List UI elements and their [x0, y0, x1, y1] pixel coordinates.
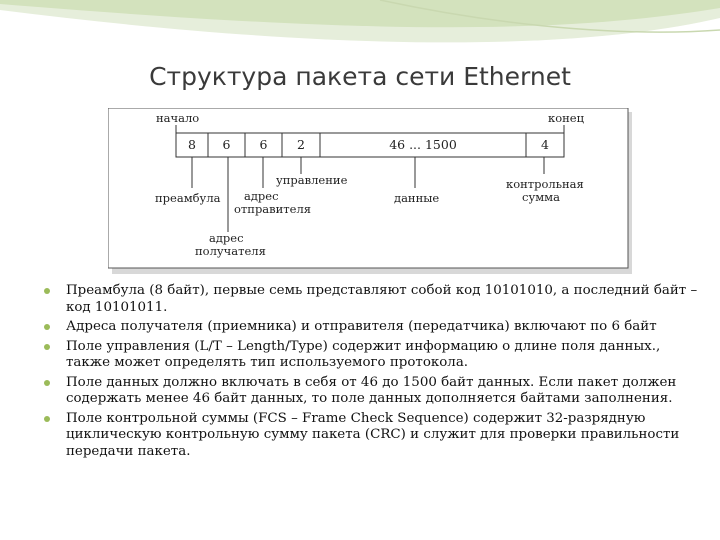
end-label: конец — [548, 111, 584, 125]
bullet-text: Адреса получателя (приемника) и отправителя (передатчика) включают по 6 байт — [66, 319, 657, 334]
callout-dst-addr-line2: получателя — [195, 244, 266, 258]
field-data: 46 ... 1500 — [389, 137, 457, 152]
callout-preamble: преамбула — [155, 191, 221, 205]
callout-checksum-line1: контрольная — [506, 177, 584, 191]
bullet-dot-icon — [44, 380, 50, 386]
field-control: 2 — [297, 137, 305, 152]
bullet-item — [44, 375, 704, 408]
bullet-dot-icon — [44, 288, 50, 294]
start-label: начало — [156, 111, 200, 125]
callout-dst-addr-line1: адрес — [209, 231, 244, 245]
callout-src-addr-line2: отправителя — [234, 202, 312, 216]
bullet-item — [44, 339, 704, 372]
bullet-dot-icon — [44, 344, 50, 350]
bullet-item — [44, 411, 704, 461]
callout-data: данные — [394, 191, 440, 205]
callout-control: управление — [276, 173, 348, 187]
bullet-dot-icon — [44, 324, 50, 330]
field-checksum: 4 — [541, 137, 549, 152]
bullet-text: Поле управления (L/T – Length/Type) содержит информацию о длине поля данных., также может определять тип используемого протокола. — [66, 338, 661, 370]
bullet-text: Поле контрольной суммы (FCS – Frame Check Sequence) содержит 32-разрядную циклическую контрольную сумму пакета (CRC) и служит для проверки правильности передачи пакета. — [66, 410, 680, 459]
bullet-item — [44, 319, 704, 336]
callout-checksum-line2: сумма — [522, 190, 560, 204]
page-title: Структура пакета сети Ethernet — [149, 62, 571, 91]
ethernet-frame-diagram — [108, 108, 638, 278]
field-dst-addr: 6 — [222, 137, 231, 152]
bullet-text: Преамбула (8 байт), первые семь представляют собой код 10101010, а последний байт – код 10101011. — [66, 283, 698, 315]
bullet-list — [44, 283, 704, 463]
field-preamble: 8 — [188, 137, 196, 152]
callout-src-addr-line1: адрес — [244, 189, 279, 203]
bullet-text: Поле данных должно включать в себя от 46 до 1500 байт данных. Если пакет должен содержать менее 46 байт данных, то поле данных дополняется байтами заполнения. — [66, 374, 677, 406]
bullet-dot-icon — [44, 416, 50, 422]
field-src-addr: 6 — [259, 137, 268, 152]
bullet-item — [44, 283, 704, 316]
